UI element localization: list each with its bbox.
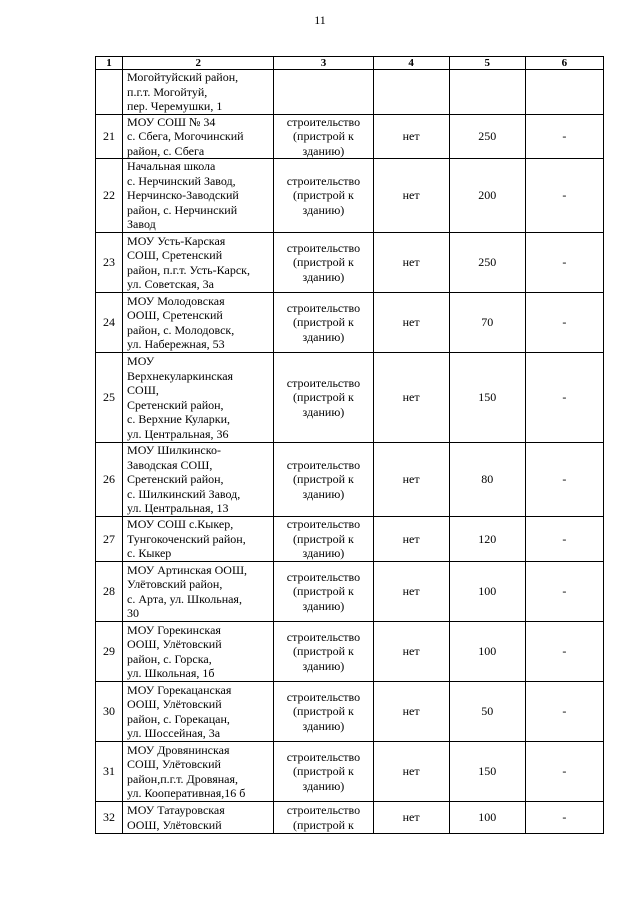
column-header: 5: [449, 57, 525, 70]
column-4-value: нет: [373, 159, 449, 233]
column-6-value: -: [525, 682, 603, 742]
work-type: строительство (пристрой к зданию): [274, 353, 373, 443]
column-6-value: -: [525, 562, 603, 622]
column-header: 3: [274, 57, 373, 70]
capacity-value: 120: [449, 517, 525, 562]
work-type: строительство (пристрой к: [274, 802, 373, 834]
capacity-value: 50: [449, 682, 525, 742]
column-4-value: нет: [373, 114, 449, 159]
table-row: [96, 802, 604, 834]
capacity-value: 80: [449, 443, 525, 517]
column-4-value: нет: [373, 293, 449, 353]
table-row: [96, 70, 604, 115]
column-6-value: -: [525, 114, 603, 159]
column-header: 2: [123, 57, 274, 70]
column-4-value: нет: [373, 622, 449, 682]
capacity-value: 150: [449, 353, 525, 443]
capacity-value: 100: [449, 802, 525, 834]
column-header: 6: [525, 57, 603, 70]
table-row: [96, 562, 604, 622]
work-type: строительство (пристрой к зданию): [274, 517, 373, 562]
work-type: строительство (пристрой к зданию): [274, 114, 373, 159]
work-type: строительство (пристрой к зданию): [274, 682, 373, 742]
school-name-address: МОУ Молодовская ООШ, Сретенский район, с. Молодовск, ул. Набережная, 53: [123, 293, 274, 353]
school-name-address: МОУ Шилкинско- Заводская СОШ, Сретенский район, с. Шилкинский Завод, ул. Центральная, 13: [123, 443, 274, 517]
school-name-address: МОУ Усть-Карская СОШ, Сретенский район, п.г.т. Усть-Карск, ул. Советская, 3а: [123, 233, 274, 293]
work-type: строительство (пристрой к зданию): [274, 622, 373, 682]
column-header: 1: [96, 57, 123, 70]
capacity-value: 250: [449, 233, 525, 293]
capacity-value: 70: [449, 293, 525, 353]
table-row: [96, 114, 604, 159]
column-4-value: нет: [373, 682, 449, 742]
table-body: [96, 70, 604, 834]
column-6-value: -: [525, 517, 603, 562]
work-type: [274, 70, 373, 115]
row-number: 23: [96, 233, 123, 293]
column-6-value: -: [525, 233, 603, 293]
work-type: строительство (пристрой к зданию): [274, 443, 373, 517]
school-name-address: МОУ Горекинская ООШ, Улётовский район, с. Горска, ул. Школьная, 1б: [123, 622, 274, 682]
column-4-value: нет: [373, 443, 449, 517]
column-6-value: [525, 70, 603, 115]
row-number: 22: [96, 159, 123, 233]
column-4-value: нет: [373, 562, 449, 622]
table-row: [96, 517, 604, 562]
capacity-value: 250: [449, 114, 525, 159]
school-name-address: МОУ Дровянинская СОШ, Улётовский район,п.г.т. Дровяная, ул. Кооперативная,16 б: [123, 742, 274, 802]
column-6-value: -: [525, 622, 603, 682]
row-number: 26: [96, 443, 123, 517]
capacity-value: 100: [449, 562, 525, 622]
schools-table: [95, 56, 604, 834]
row-number: 31: [96, 742, 123, 802]
school-name-address: Могойтуйский район, п.г.т. Могойтуй, пер. Черемушки, 1: [123, 70, 274, 115]
table-row: [96, 443, 604, 517]
row-number: 28: [96, 562, 123, 622]
capacity-value: 200: [449, 159, 525, 233]
work-type: строительство (пристрой к зданию): [274, 159, 373, 233]
school-name-address: МОУ Артинская ООШ, Улётовский район, с. Арта, ул. Школьная, 30: [123, 562, 274, 622]
work-type: строительство (пристрой к зданию): [274, 233, 373, 293]
row-number: 30: [96, 682, 123, 742]
column-6-value: -: [525, 159, 603, 233]
row-number: 24: [96, 293, 123, 353]
table-row: [96, 742, 604, 802]
row-number: 25: [96, 353, 123, 443]
table-row: [96, 353, 604, 443]
table-row: [96, 622, 604, 682]
row-number: [96, 70, 123, 115]
page-number: 11: [314, 13, 326, 27]
column-header: 4: [373, 57, 449, 70]
table-header-row: [96, 57, 604, 70]
column-6-value: -: [525, 443, 603, 517]
table-row: [96, 233, 604, 293]
work-type: строительство (пристрой к зданию): [274, 293, 373, 353]
column-6-value: -: [525, 742, 603, 802]
work-type: строительство (пристрой к зданию): [274, 742, 373, 802]
column-6-value: -: [525, 293, 603, 353]
capacity-value: [449, 70, 525, 115]
school-name-address: МОУ СОШ с.Кыкер, Тунгокоченский район, с. Кыкер: [123, 517, 274, 562]
column-4-value: нет: [373, 802, 449, 834]
table-row: [96, 159, 604, 233]
capacity-value: 100: [449, 622, 525, 682]
row-number: 29: [96, 622, 123, 682]
school-name-address: МОУ Татауровская ООШ, Улётовский: [123, 802, 274, 834]
column-4-value: нет: [373, 742, 449, 802]
work-type: строительство (пристрой к зданию): [274, 562, 373, 622]
column-4-value: нет: [373, 517, 449, 562]
row-number: 21: [96, 114, 123, 159]
school-name-address: МОУ Горекацанская ООШ, Улётовский район, с. Горекацан, ул. Шоссейная, 3а: [123, 682, 274, 742]
table-row: [96, 682, 604, 742]
column-6-value: -: [525, 802, 603, 834]
capacity-value: 150: [449, 742, 525, 802]
column-4-value: нет: [373, 233, 449, 293]
column-4-value: нет: [373, 353, 449, 443]
school-name-address: МОУ СОШ № 34 с. Сбега, Могочинский район, с. Сбега: [123, 114, 274, 159]
school-name-address: МОУ Верхнекуларкинская СОШ, Сретенский район, с. Верхние Куларки, ул. Центральная, 36: [123, 353, 274, 443]
row-number: 27: [96, 517, 123, 562]
table-row: [96, 293, 604, 353]
column-6-value: -: [525, 353, 603, 443]
school-name-address: Начальная школа с. Нерчинский Завод, Нерчинско-Заводский район, с. Нерчинский Завод: [123, 159, 274, 233]
column-4-value: [373, 70, 449, 115]
row-number: 32: [96, 802, 123, 834]
